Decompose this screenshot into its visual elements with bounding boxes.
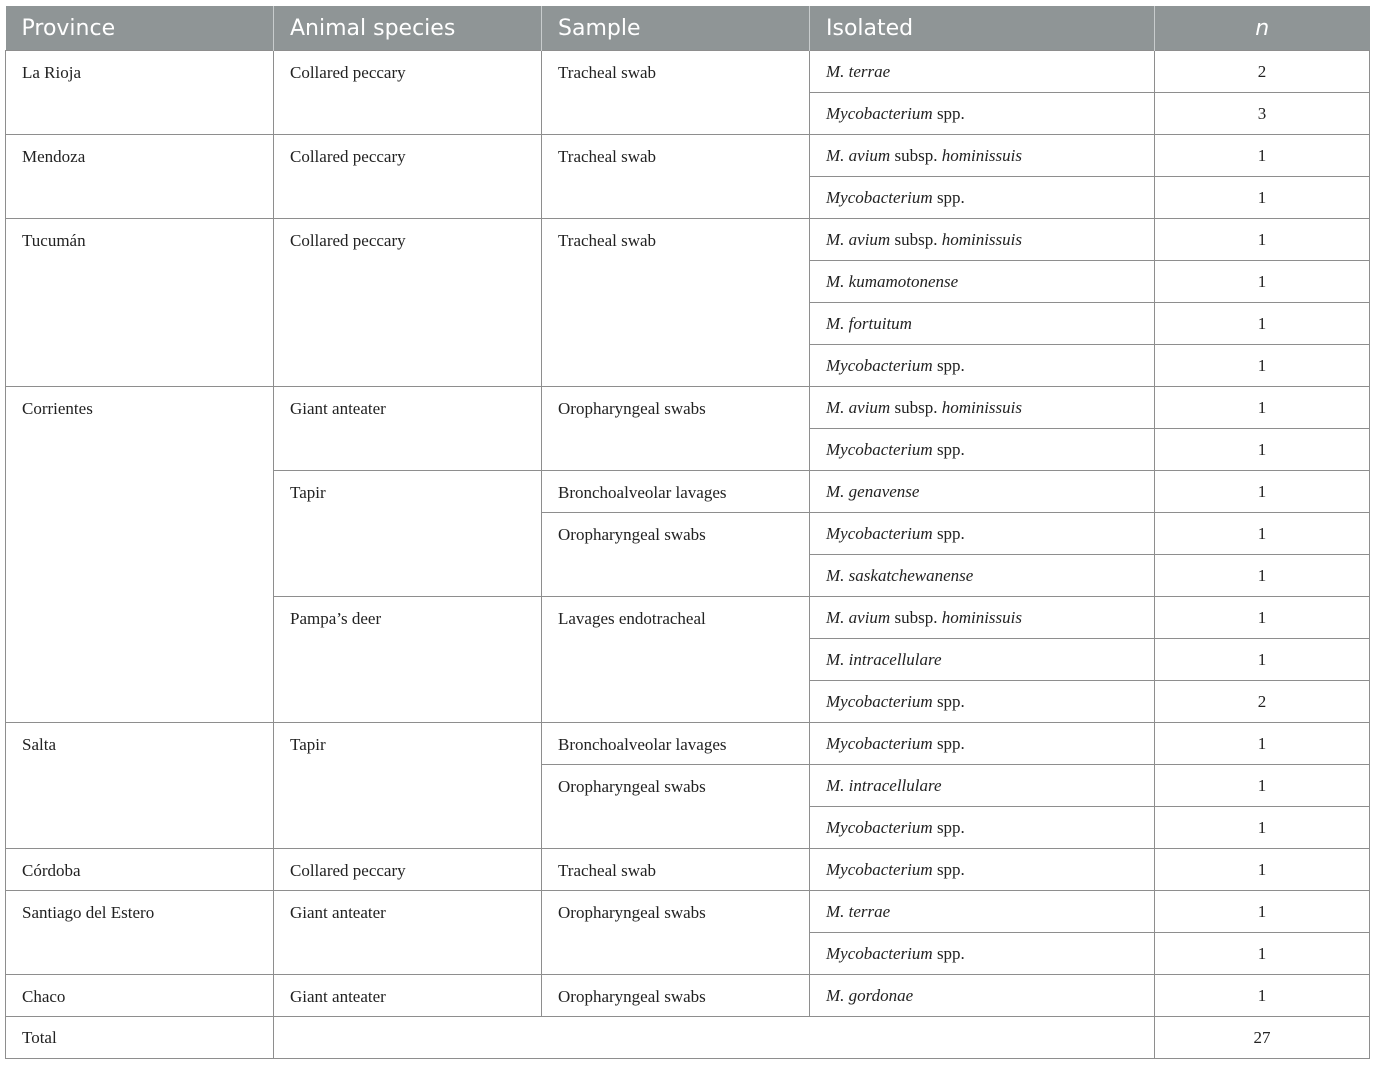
cell-n: 1 [1155,639,1370,681]
isolate-name-part: M. avium [826,607,891,627]
cell-sample: Tracheal swab [542,849,810,891]
cell-n: 1 [1155,807,1370,849]
isolate-name-part: M. avium [826,229,891,249]
cell-n: 1 [1155,471,1370,513]
cell-province: Chaco [6,975,274,1017]
table-row [6,723,1370,765]
cell-isolated [810,303,1155,345]
cell-sample: Oropharyngeal swabs [542,891,810,975]
cell-n: 1 [1155,261,1370,303]
cell-sample: Tracheal swab [542,219,810,387]
cell-sample: Oropharyngeal swabs [542,513,810,597]
cell-n: 1 [1155,135,1370,177]
isolate-name-part: Mycobacterium [826,355,933,375]
isolate-name-part: M. kumamotonense [826,271,959,291]
cell-n: 1 [1155,555,1370,597]
cell-isolated [810,975,1155,1017]
cell-n: 1 [1155,975,1370,1017]
isolate-name-part: hominissuis [941,229,1022,249]
cell-n: 2 [1155,681,1370,723]
cell-isolated [810,597,1155,639]
cell-province: Corrientes [6,387,274,723]
header-animal-species: Animal species [274,6,542,51]
isolate-name-part: M. saskatchewanense [826,565,974,585]
cell-animal-species: Collared peccary [274,135,542,219]
isolate-name-part: spp. [932,523,965,543]
isolates-table [5,6,1370,1059]
cell-isolated [810,639,1155,681]
cell-sample: Oropharyngeal swabs [542,387,810,471]
table-row [6,135,1370,177]
isolate-name-part: M. gordonae [826,985,914,1005]
cell-isolated [810,555,1155,597]
total-label: Total [6,1017,274,1059]
cell-isolated [810,135,1155,177]
cell-animal-species: Collared peccary [274,51,542,135]
cell-sample: Bronchoalveolar lavages [542,471,810,513]
cell-n: 1 [1155,177,1370,219]
isolate-name-part: M. terrae [826,61,891,81]
isolate-name-part: M. intracellulare [826,775,942,795]
isolate-name-part: spp. [932,817,965,837]
cell-n: 1 [1155,597,1370,639]
cell-n: 1 [1155,723,1370,765]
isolate-name-part: Mycobacterium [826,943,933,963]
isolate-name-part: M. terrae [826,901,891,921]
cell-isolated [810,891,1155,933]
cell-province: Tucumán [6,219,274,387]
cell-isolated [810,513,1155,555]
cell-sample: Oropharyngeal swabs [542,975,810,1017]
isolate-name-part: subsp. [890,145,942,165]
cell-n: 1 [1155,219,1370,261]
cell-isolated [810,51,1155,93]
cell-n: 1 [1155,345,1370,387]
cell-n: 1 [1155,765,1370,807]
cell-n: 1 [1155,303,1370,345]
cell-sample: Lavages endotracheal [542,597,810,723]
header-province: Province [6,6,274,51]
cell-province: Santiago del Estero [6,891,274,975]
isolate-name-part: spp. [932,187,965,207]
header-isolated: Isolated [810,6,1155,51]
isolate-name-part: spp. [932,691,965,711]
cell-animal-species: Pampa’s deer [274,597,542,723]
isolate-name-part: M. genavense [826,481,920,501]
cell-isolated [810,93,1155,135]
cell-n: 2 [1155,51,1370,93]
cell-province: Salta [6,723,274,849]
cell-sample: Oropharyngeal swabs [542,765,810,849]
isolate-name-part: Mycobacterium [826,187,933,207]
isolate-name-part: spp. [932,733,965,753]
isolate-name-part: hominissuis [941,145,1022,165]
cell-animal-species: Tapir [274,723,542,849]
isolate-name-part: Mycobacterium [826,859,933,879]
isolate-name-part: M. avium [826,397,891,417]
cell-isolated [810,723,1155,765]
cell-province: Córdoba [6,849,274,891]
table-row [6,849,1370,891]
cell-isolated [810,387,1155,429]
isolate-name-part: spp. [932,943,965,963]
isolate-name-part: subsp. [890,397,942,417]
cell-n: 1 [1155,429,1370,471]
cell-province: La Rioja [6,51,274,135]
table-row [6,387,1370,429]
header-n: n [1155,6,1370,51]
header-sample: Sample [542,6,810,51]
cell-sample: Tracheal swab [542,51,810,135]
cell-animal-species: Tapir [274,471,542,597]
cell-isolated [810,849,1155,891]
total-empty-cell [274,1017,1155,1059]
cell-n: 1 [1155,891,1370,933]
isolate-name-part: M. avium [826,145,891,165]
isolate-name-part: hominissuis [941,397,1022,417]
isolate-name-part: subsp. [890,607,942,627]
isolate-name-part: Mycobacterium [826,817,933,837]
cell-animal-species: Giant anteater [274,387,542,471]
isolate-name-part: Mycobacterium [826,103,933,123]
table-row [6,975,1370,1017]
cell-animal-species: Giant anteater [274,891,542,975]
isolate-name-part: M. fortuitum [826,313,912,333]
cell-animal-species: Giant anteater [274,975,542,1017]
total-row [6,1017,1370,1059]
cell-isolated [810,345,1155,387]
cell-isolated [810,681,1155,723]
table-row [6,891,1370,933]
isolate-name-part: Mycobacterium [826,439,933,459]
cell-isolated [810,261,1155,303]
cell-sample: Bronchoalveolar lavages [542,723,810,765]
isolate-name-part: Mycobacterium [826,691,933,711]
cell-isolated [810,219,1155,261]
cell-n: 1 [1155,849,1370,891]
isolate-name-part: Mycobacterium [826,523,933,543]
isolate-name-part: spp. [932,859,965,879]
cell-n: 3 [1155,93,1370,135]
cell-isolated [810,471,1155,513]
header-row [6,6,1370,51]
cell-isolated [810,429,1155,471]
isolate-name-part: Mycobacterium [826,733,933,753]
cell-n: 1 [1155,933,1370,975]
table-container [5,6,1369,1059]
cell-isolated [810,177,1155,219]
cell-isolated [810,807,1155,849]
cell-animal-species: Collared peccary [274,849,542,891]
isolate-name-part: subsp. [890,229,942,249]
isolate-name-part: spp. [932,355,965,375]
cell-isolated [810,933,1155,975]
isolate-name-part: hominissuis [941,607,1022,627]
table-row [6,51,1370,93]
cell-isolated [810,765,1155,807]
total-n: 27 [1155,1017,1370,1059]
isolate-name-part: spp. [932,439,965,459]
cell-n: 1 [1155,387,1370,429]
cell-sample: Tracheal swab [542,135,810,219]
cell-animal-species: Collared peccary [274,219,542,387]
cell-n: 1 [1155,513,1370,555]
isolate-name-part: spp. [932,103,965,123]
table-row [6,219,1370,261]
cell-province: Mendoza [6,135,274,219]
table-body [6,51,1370,1059]
isolate-name-part: M. intracellulare [826,649,942,669]
